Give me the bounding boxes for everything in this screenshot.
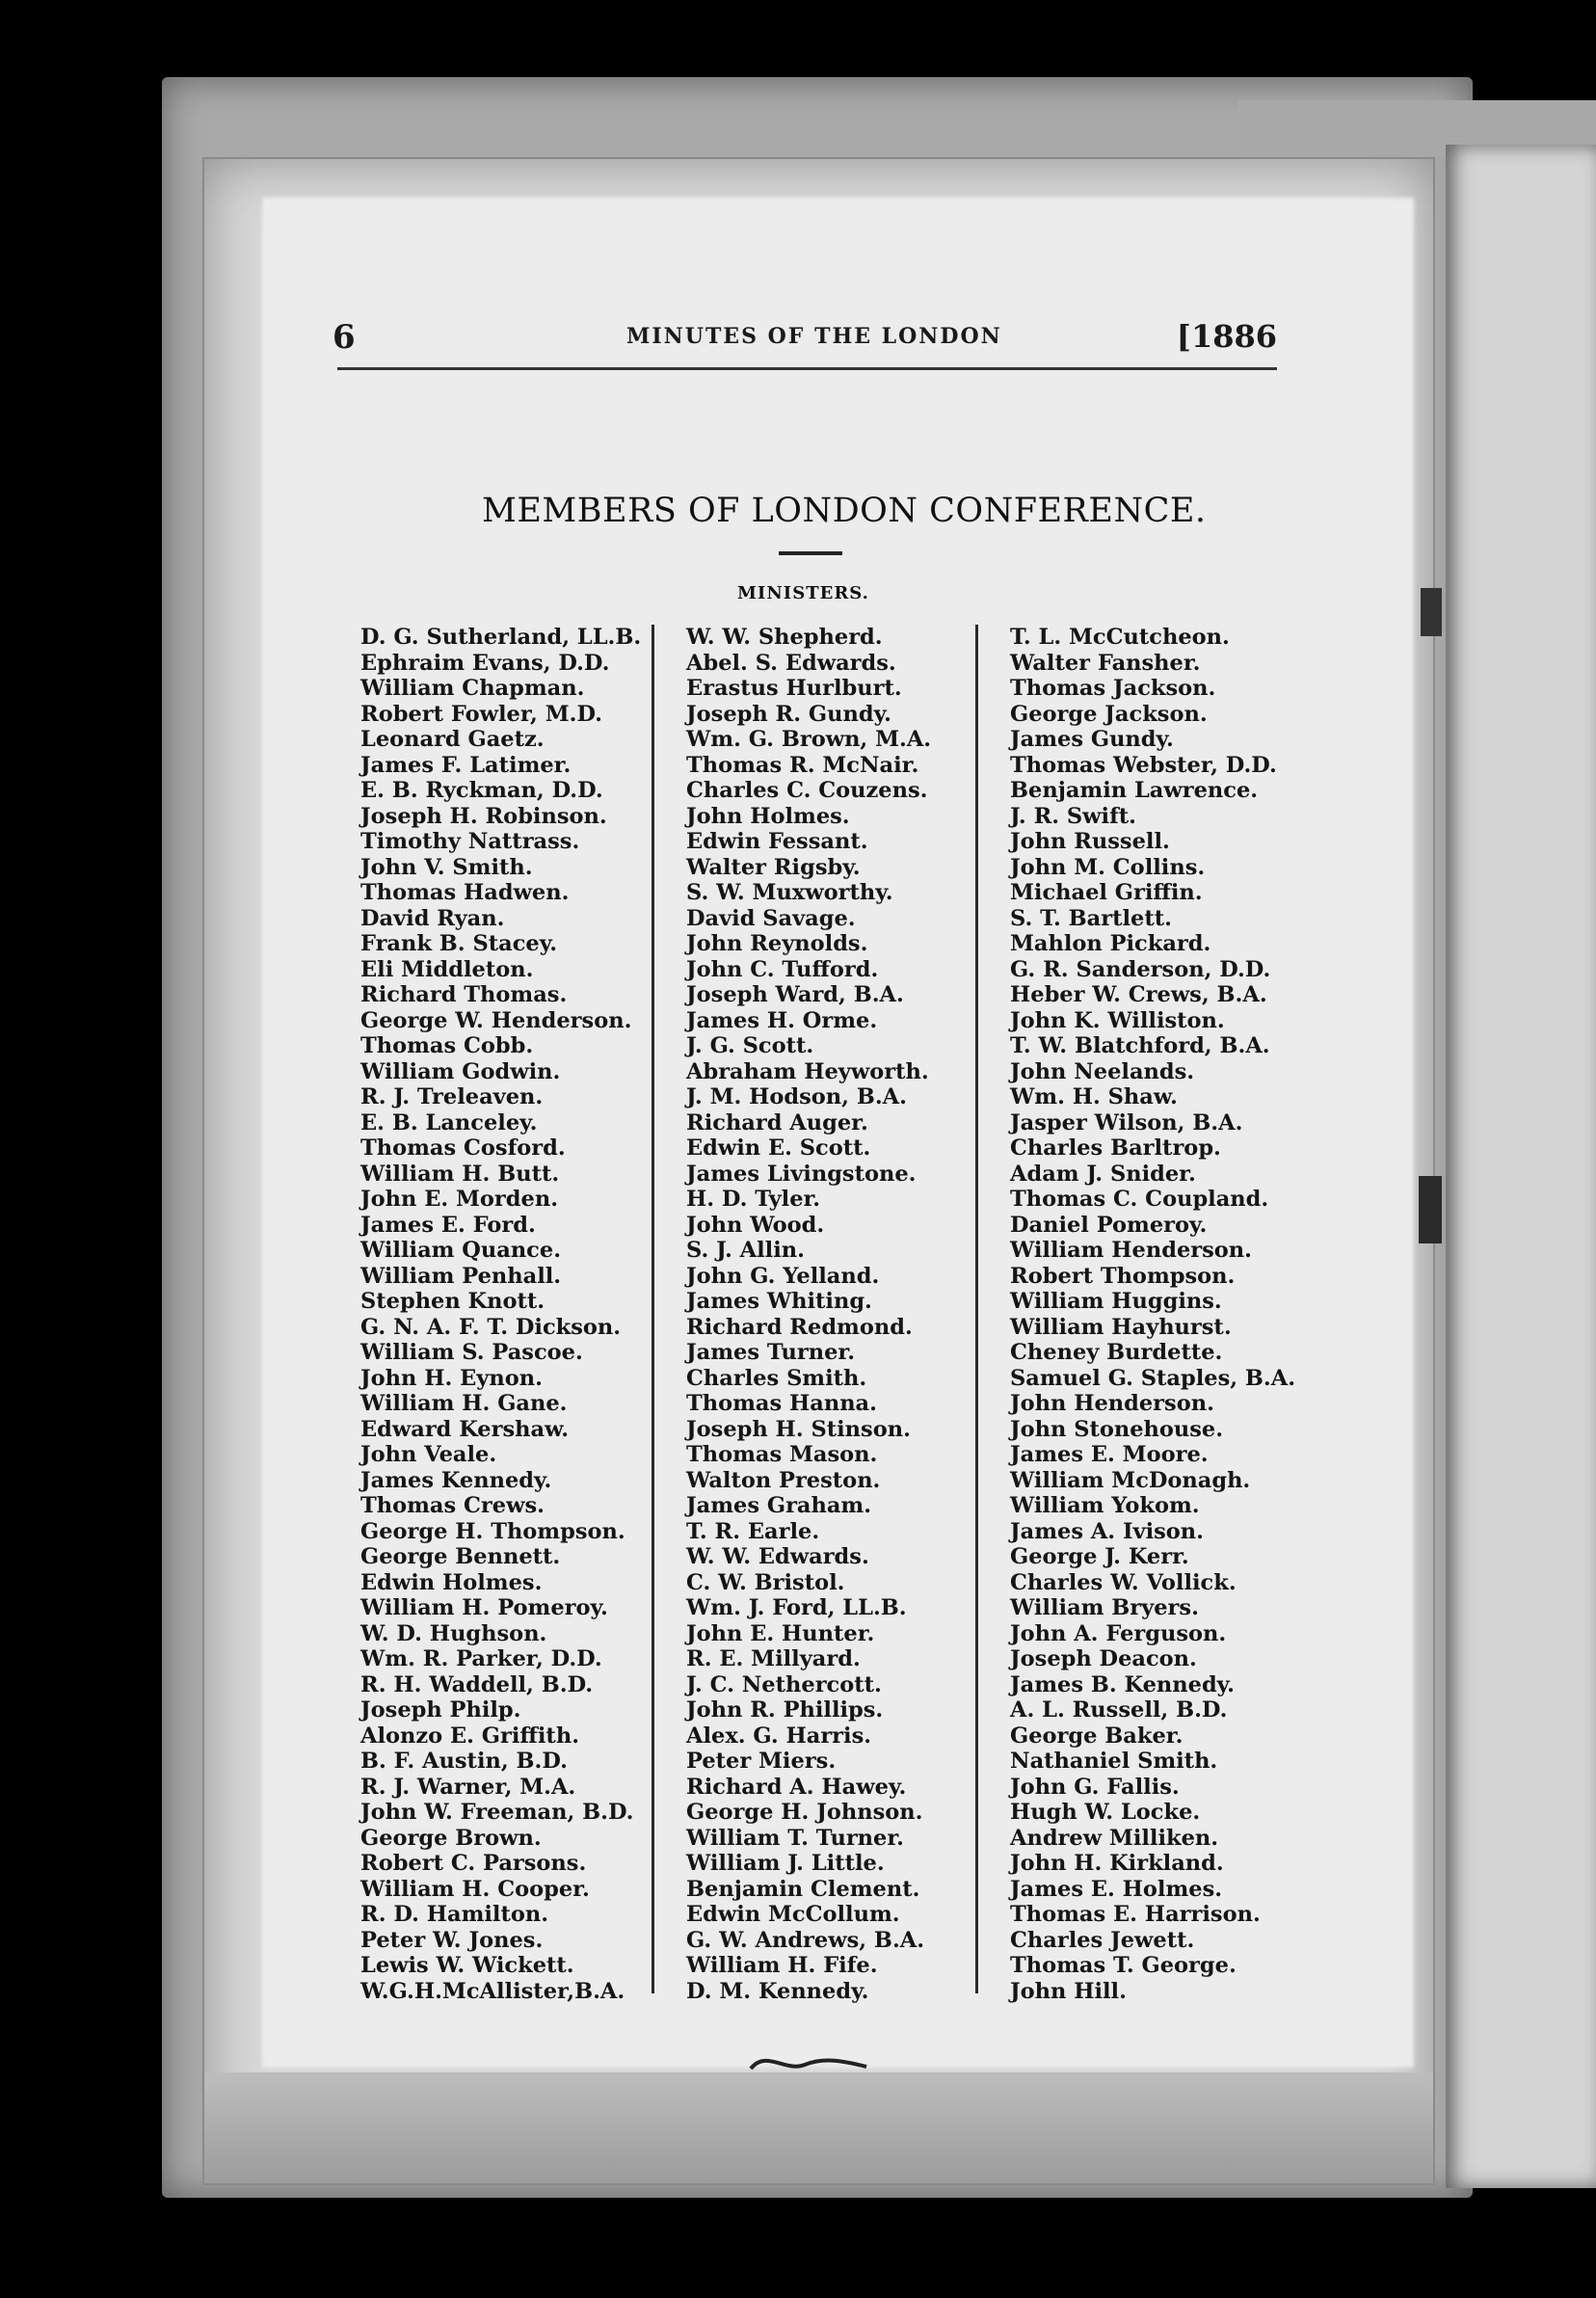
member-name: William T. Turner.	[686, 1825, 904, 1851]
member-name: George W. Henderson.	[360, 1007, 632, 1033]
member-name: John K. Williston.	[1010, 1007, 1225, 1033]
member-name: William Quance.	[360, 1238, 562, 1263]
member-name: Robert C. Parsons.	[360, 1851, 587, 1876]
member-name: Joseph R. Gundy.	[686, 701, 891, 727]
member-name: Walton Preston.	[686, 1467, 881, 1493]
member-name: Thomas T. George.	[1010, 1953, 1237, 1978]
member-name: George H. Thompson.	[360, 1518, 625, 1544]
member-name: John Holmes.	[686, 803, 850, 829]
member-name: James E. Moore.	[1010, 1442, 1209, 1467]
member-name: William Chapman.	[360, 676, 585, 701]
member-name: B. F. Austin, B.D.	[360, 1749, 568, 1774]
member-name: Thomas Cobb.	[360, 1033, 534, 1058]
member-name: Benjamin Clement.	[686, 1876, 920, 1902]
member-name: John E. Morden.	[360, 1187, 559, 1212]
member-name: William H. Gane.	[360, 1391, 568, 1416]
member-name: John Neelands.	[1010, 1058, 1195, 1084]
header-rule	[337, 367, 1277, 370]
member-name: George Baker.	[1010, 1723, 1184, 1749]
member-name: Robert Fowler, M.D.	[360, 701, 602, 727]
member-name: George Brown.	[360, 1825, 542, 1851]
member-name: John Veale.	[360, 1442, 497, 1467]
running-year: [1886	[1176, 318, 1277, 355]
member-name: Walter Rigsby.	[686, 854, 861, 880]
member-name: William H. Butt.	[360, 1161, 560, 1187]
member-name: Edward Kershaw.	[360, 1416, 570, 1442]
member-name: Walter Fansher.	[1010, 650, 1201, 676]
member-name: Timothy Nattrass.	[360, 829, 580, 854]
member-name: Edwin Holmes.	[360, 1569, 543, 1595]
member-name: James E. Ford.	[360, 1212, 536, 1238]
member-name: Edwin Fessant.	[686, 829, 868, 854]
member-name: Thomas Crews.	[360, 1493, 545, 1518]
page-number: 6	[332, 318, 356, 357]
member-name: Benjamin Lawrence.	[1010, 778, 1259, 803]
member-name: Thomas Cosford.	[360, 1136, 566, 1161]
member-name: Erastus Hurlburt.	[686, 676, 902, 701]
member-name: George J. Kerr.	[1010, 1544, 1189, 1569]
member-name: Alonzo E. Griffith.	[360, 1723, 580, 1749]
member-name: James B. Kennedy.	[1010, 1671, 1235, 1697]
section-heading: MINISTERS.	[737, 583, 869, 603]
member-name: John W. Freeman, B.D.	[360, 1800, 634, 1825]
member-name: Eli Middleton.	[360, 956, 534, 982]
member-name: Stephen Knott.	[360, 1289, 545, 1314]
member-name: William Huggins.	[1010, 1289, 1222, 1314]
member-name: John E. Hunter.	[686, 1620, 875, 1646]
member-name: John G. Fallis.	[1010, 1774, 1180, 1800]
member-name: Charles W. Vollick.	[1010, 1569, 1237, 1595]
page-bottom-shadow	[204, 2072, 1433, 2183]
running-head	[332, 318, 1277, 357]
member-name: Nathaniel Smith.	[1010, 1749, 1218, 1774]
member-name: John A. Ferguson.	[1010, 1620, 1227, 1646]
member-name: Abel. S. Edwards.	[686, 650, 896, 676]
member-name: John R. Phillips.	[686, 1697, 884, 1723]
member-name: Heber W. Crews, B.A.	[1010, 982, 1267, 1007]
member-name: John Russell.	[1010, 829, 1170, 854]
member-name: Thomas R. McNair.	[686, 752, 919, 778]
member-name: James H. Orme.	[686, 1007, 878, 1033]
member-name: Thomas Webster, D.D.	[1010, 752, 1277, 778]
member-name: George Bennett.	[360, 1544, 561, 1569]
member-name: William H. Pomeroy.	[360, 1595, 608, 1620]
member-name: James Kennedy.	[360, 1467, 552, 1493]
member-name: Wm. G. Brown, M.A.	[686, 727, 932, 752]
member-name: James Livingstone.	[686, 1161, 917, 1187]
member-name: Thomas C. Coupland.	[1010, 1187, 1269, 1212]
member-name: William H. Fife.	[686, 1953, 878, 1978]
member-name: G. R. Sanderson, D.D.	[1010, 956, 1271, 982]
member-name: William Godwin.	[360, 1058, 561, 1084]
member-name: Joseph H. Stinson.	[686, 1416, 911, 1442]
member-name: James Graham.	[686, 1493, 872, 1518]
member-name: S. T. Bartlett.	[1010, 905, 1172, 931]
member-name: William Henderson.	[1010, 1238, 1252, 1263]
member-name: John H. Kirkland.	[1010, 1851, 1224, 1876]
member-name: John Henderson.	[1010, 1391, 1214, 1416]
member-name: S. W. Muxworthy.	[686, 880, 893, 905]
member-name: Cheney Burdette.	[1010, 1340, 1223, 1365]
member-name: W.G.H.McAllister,B.A.	[360, 1978, 625, 2004]
column-divider	[652, 625, 654, 1993]
member-name: William Penhall.	[360, 1263, 562, 1289]
member-name: Abraham Heyworth.	[686, 1058, 929, 1084]
member-name: R. J. Warner, M.A.	[360, 1774, 576, 1800]
member-name: Edwin McCollum.	[686, 1902, 900, 1927]
member-name: R. H. Waddell, B.D.	[360, 1671, 594, 1697]
member-name: E. B. Ryckman, D.D.	[360, 778, 603, 803]
member-name: John Hill.	[1010, 1978, 1127, 2004]
member-name: John Wood.	[686, 1212, 825, 1238]
member-name: Lewis W. Wickett.	[360, 1953, 574, 1978]
member-name: J. R. Swift.	[1010, 803, 1137, 829]
end-flourish-ornament	[747, 2044, 872, 2082]
member-name: Mahlon Pickard.	[1010, 931, 1211, 956]
member-name: Edwin E. Scott.	[686, 1136, 871, 1161]
member-name: Peter Miers.	[686, 1749, 837, 1774]
member-name: T. W. Blatchford, B.A.	[1010, 1033, 1270, 1058]
member-name: David Ryan.	[360, 905, 505, 931]
member-name: Charles Barltrop.	[1010, 1136, 1221, 1161]
member-name: Samuel G. Staples, B.A.	[1010, 1365, 1296, 1391]
member-name: John M. Collins.	[1010, 854, 1206, 880]
member-name: James F. Latimer.	[360, 752, 572, 778]
member-name: G. N. A. F. T. Dickson.	[360, 1314, 622, 1340]
member-name: Jasper Wilson, B.A.	[1010, 1109, 1243, 1136]
member-name: W. W. Shepherd.	[686, 625, 883, 650]
member-name: Wm. J. Ford, LL.B.	[686, 1595, 907, 1620]
member-name: Frank B. Stacey.	[360, 931, 558, 956]
member-name: Richard Auger.	[686, 1109, 868, 1136]
names-column-2	[686, 625, 931, 2004]
member-name: James Turner.	[686, 1340, 856, 1365]
member-name: George H. Johnson.	[686, 1800, 923, 1825]
member-name: Richard Thomas.	[360, 982, 568, 1007]
member-name: Leonard Gaetz.	[360, 727, 545, 752]
member-name: Hugh W. Locke.	[1010, 1800, 1201, 1825]
member-name: George Jackson.	[1010, 701, 1208, 727]
member-name: Adam J. Snider.	[1010, 1161, 1196, 1187]
member-name: Alex. G. Harris.	[686, 1723, 872, 1749]
member-name: Thomas Jackson.	[1010, 676, 1216, 701]
member-name: A. L. Russell, B.D.	[1010, 1697, 1228, 1723]
member-name: James Whiting.	[686, 1289, 872, 1314]
column-divider	[975, 625, 978, 1993]
member-name: C. W. Bristol.	[686, 1569, 845, 1595]
member-name: Wm. R. Parker, D.D.	[360, 1646, 602, 1671]
member-name: W. W. Edwards.	[686, 1544, 869, 1569]
member-name: Michael Griffin.	[1010, 880, 1203, 905]
member-name: S. J. Allin.	[686, 1238, 805, 1263]
member-name: William J. Little.	[686, 1851, 885, 1876]
page-title: MEMBERS OF LONDON CONFERENCE.	[482, 492, 1207, 530]
member-name: Richard Redmond.	[686, 1314, 913, 1340]
member-name: Wm. H. Shaw.	[1010, 1084, 1178, 1109]
member-name: William Hayhurst.	[1010, 1314, 1232, 1340]
member-name: William H. Cooper.	[360, 1876, 590, 1902]
member-name: James Gundy.	[1010, 727, 1174, 752]
member-name: William Bryers.	[1010, 1595, 1199, 1620]
member-name: W. D. Hughson.	[360, 1620, 547, 1646]
member-name: Charles C. Couzens.	[686, 778, 928, 803]
member-name: H. D. Tyler.	[686, 1187, 821, 1212]
member-name: Robert Thompson.	[1010, 1263, 1236, 1289]
member-name: T. L. McCutcheon.	[1010, 625, 1230, 650]
member-name: David Savage.	[686, 905, 856, 931]
names-column-1	[360, 625, 641, 2004]
member-name: G. W. Andrews, B.A.	[686, 1927, 925, 1953]
member-name: R. E. Millyard.	[686, 1646, 861, 1671]
member-name: John C. Tufford.	[686, 956, 879, 982]
member-name: Thomas Hadwen.	[360, 880, 570, 905]
member-name: Thomas Hanna.	[686, 1391, 877, 1416]
member-name: R. D. Hamilton.	[360, 1902, 549, 1927]
member-name: D. G. Sutherland, LL.B.	[360, 625, 642, 650]
next-page-strip	[1446, 145, 1596, 2188]
member-name: Joseph Philp.	[360, 1697, 521, 1723]
member-name: Peter W. Jones.	[360, 1927, 544, 1953]
member-name: Joseph Ward, B.A.	[686, 982, 904, 1007]
member-name: Ephraim Evans, D.D.	[360, 650, 610, 676]
member-name: Charles Jewett.	[1010, 1927, 1195, 1953]
member-name: D. M. Kennedy.	[686, 1978, 869, 2004]
member-name: James E. Holmes.	[1010, 1876, 1223, 1902]
member-name: Richard A. Hawey.	[686, 1774, 907, 1800]
running-title: MINUTES OF THE LONDON	[626, 324, 1002, 349]
member-name: William McDonagh.	[1010, 1467, 1251, 1493]
member-name: J. C. Nethercott.	[686, 1671, 882, 1697]
member-name: R. J. Treleaven.	[360, 1084, 544, 1109]
member-name: Andrew Milliken.	[1010, 1825, 1219, 1851]
member-name: John G. Yelland.	[686, 1263, 880, 1289]
member-name: John V. Smith.	[360, 854, 533, 880]
member-name: E. B. Lanceley.	[360, 1109, 538, 1136]
member-name: Thomas E. Harrison.	[1010, 1902, 1261, 1927]
member-name: J. M. Hodson, B.A.	[686, 1084, 907, 1109]
member-name: Daniel Pomeroy.	[1010, 1212, 1208, 1238]
binding-stitch-marks	[1415, 578, 1453, 1639]
member-name: William S. Pascoe.	[360, 1340, 583, 1365]
member-name: James A. Ivison.	[1010, 1518, 1204, 1544]
member-name: Thomas Mason.	[686, 1442, 878, 1467]
member-name: William Yokom.	[1010, 1493, 1200, 1518]
title-divider	[779, 551, 842, 555]
member-name: J. G. Scott.	[686, 1033, 814, 1058]
member-name: John H. Eynon.	[360, 1365, 543, 1391]
member-name: Joseph H. Robinson.	[360, 803, 607, 829]
names-column-3	[1010, 625, 1295, 2004]
member-name: John Reynolds.	[686, 931, 868, 956]
member-name: Charles Smith.	[686, 1365, 867, 1391]
member-name: John Stonehouse.	[1010, 1416, 1224, 1442]
member-name: Joseph Deacon.	[1010, 1646, 1197, 1671]
member-name: T. R. Earle.	[686, 1518, 820, 1544]
